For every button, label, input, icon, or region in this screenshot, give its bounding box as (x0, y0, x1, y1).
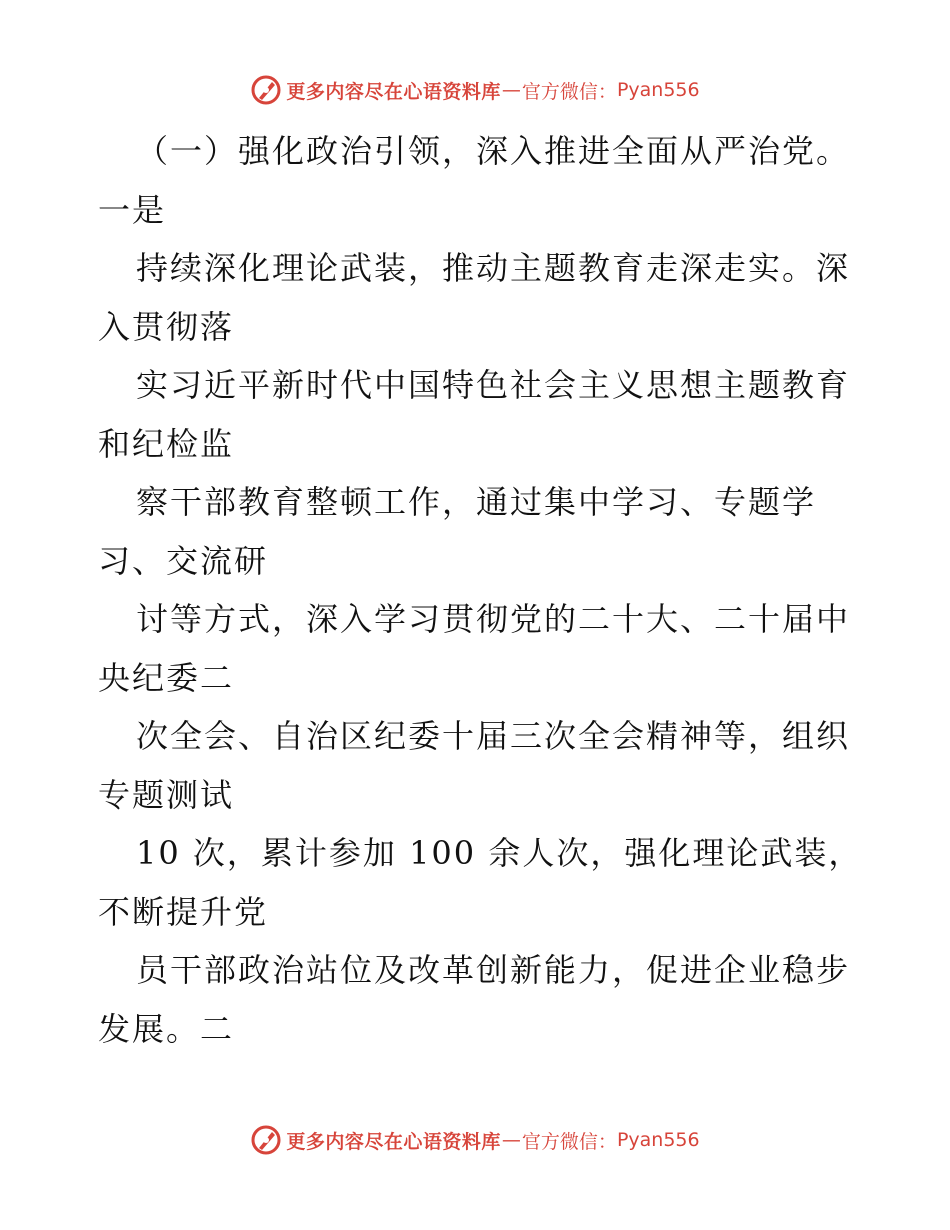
pen-logo-icon (250, 74, 282, 106)
document-body (98, 122, 863, 1058)
footer-watermark (0, 1120, 950, 1160)
text-line: （一）强化政治引领，深入推进全面从严治党。 (136, 132, 851, 170)
watermark-library-text: 更多内容尽在心语资料库 (286, 80, 501, 103)
watermark-dash: — (501, 79, 521, 101)
watermark-wechat-id: Pyan556 (616, 1129, 700, 1151)
text-line: 10 次，累计参加 100 余人次，强化理论武装， (136, 834, 863, 872)
header-watermark (0, 70, 950, 110)
watermark-wechat-id: Pyan556 (616, 79, 700, 101)
text-line: 员干部政治站位及改革创新能力，促进企业稳步 (136, 951, 851, 989)
text-line: 一是 (98, 190, 167, 229)
text-line: 专题测试 (98, 775, 235, 814)
text-line: 讨等方式，深入学习贯彻党的二十大、二十届中 (136, 600, 851, 638)
watermark-wechat-label: 官方微信： (521, 80, 617, 103)
text-line: 实习近平新时代中国特色社会主义思想主题教育 (136, 366, 851, 404)
text-line: 持续深化理论武装，推动主题教育走深走实。深 (136, 249, 851, 287)
text-line: 央纪委二 (98, 658, 235, 697)
watermark-dash: — (501, 1129, 521, 1151)
text-line: 和纪检监 (98, 424, 235, 463)
text-line: 不断提升党 (98, 892, 269, 931)
text-line: 察干部教育整顿工作，通过集中学习、专题学 (136, 483, 817, 521)
text-line: 次全会、自治区纪委十届三次全会精神等，组织 (136, 717, 851, 755)
pen-logo-icon (250, 1124, 282, 1156)
watermark-library-text: 更多内容尽在心语资料库 (286, 1130, 501, 1153)
text-line: 发展。二 (98, 1009, 235, 1048)
watermark-wechat-label: 官方微信： (521, 1130, 617, 1153)
text-line: 习、交流研 (98, 541, 269, 580)
text-line: 入贯彻落 (98, 307, 235, 346)
